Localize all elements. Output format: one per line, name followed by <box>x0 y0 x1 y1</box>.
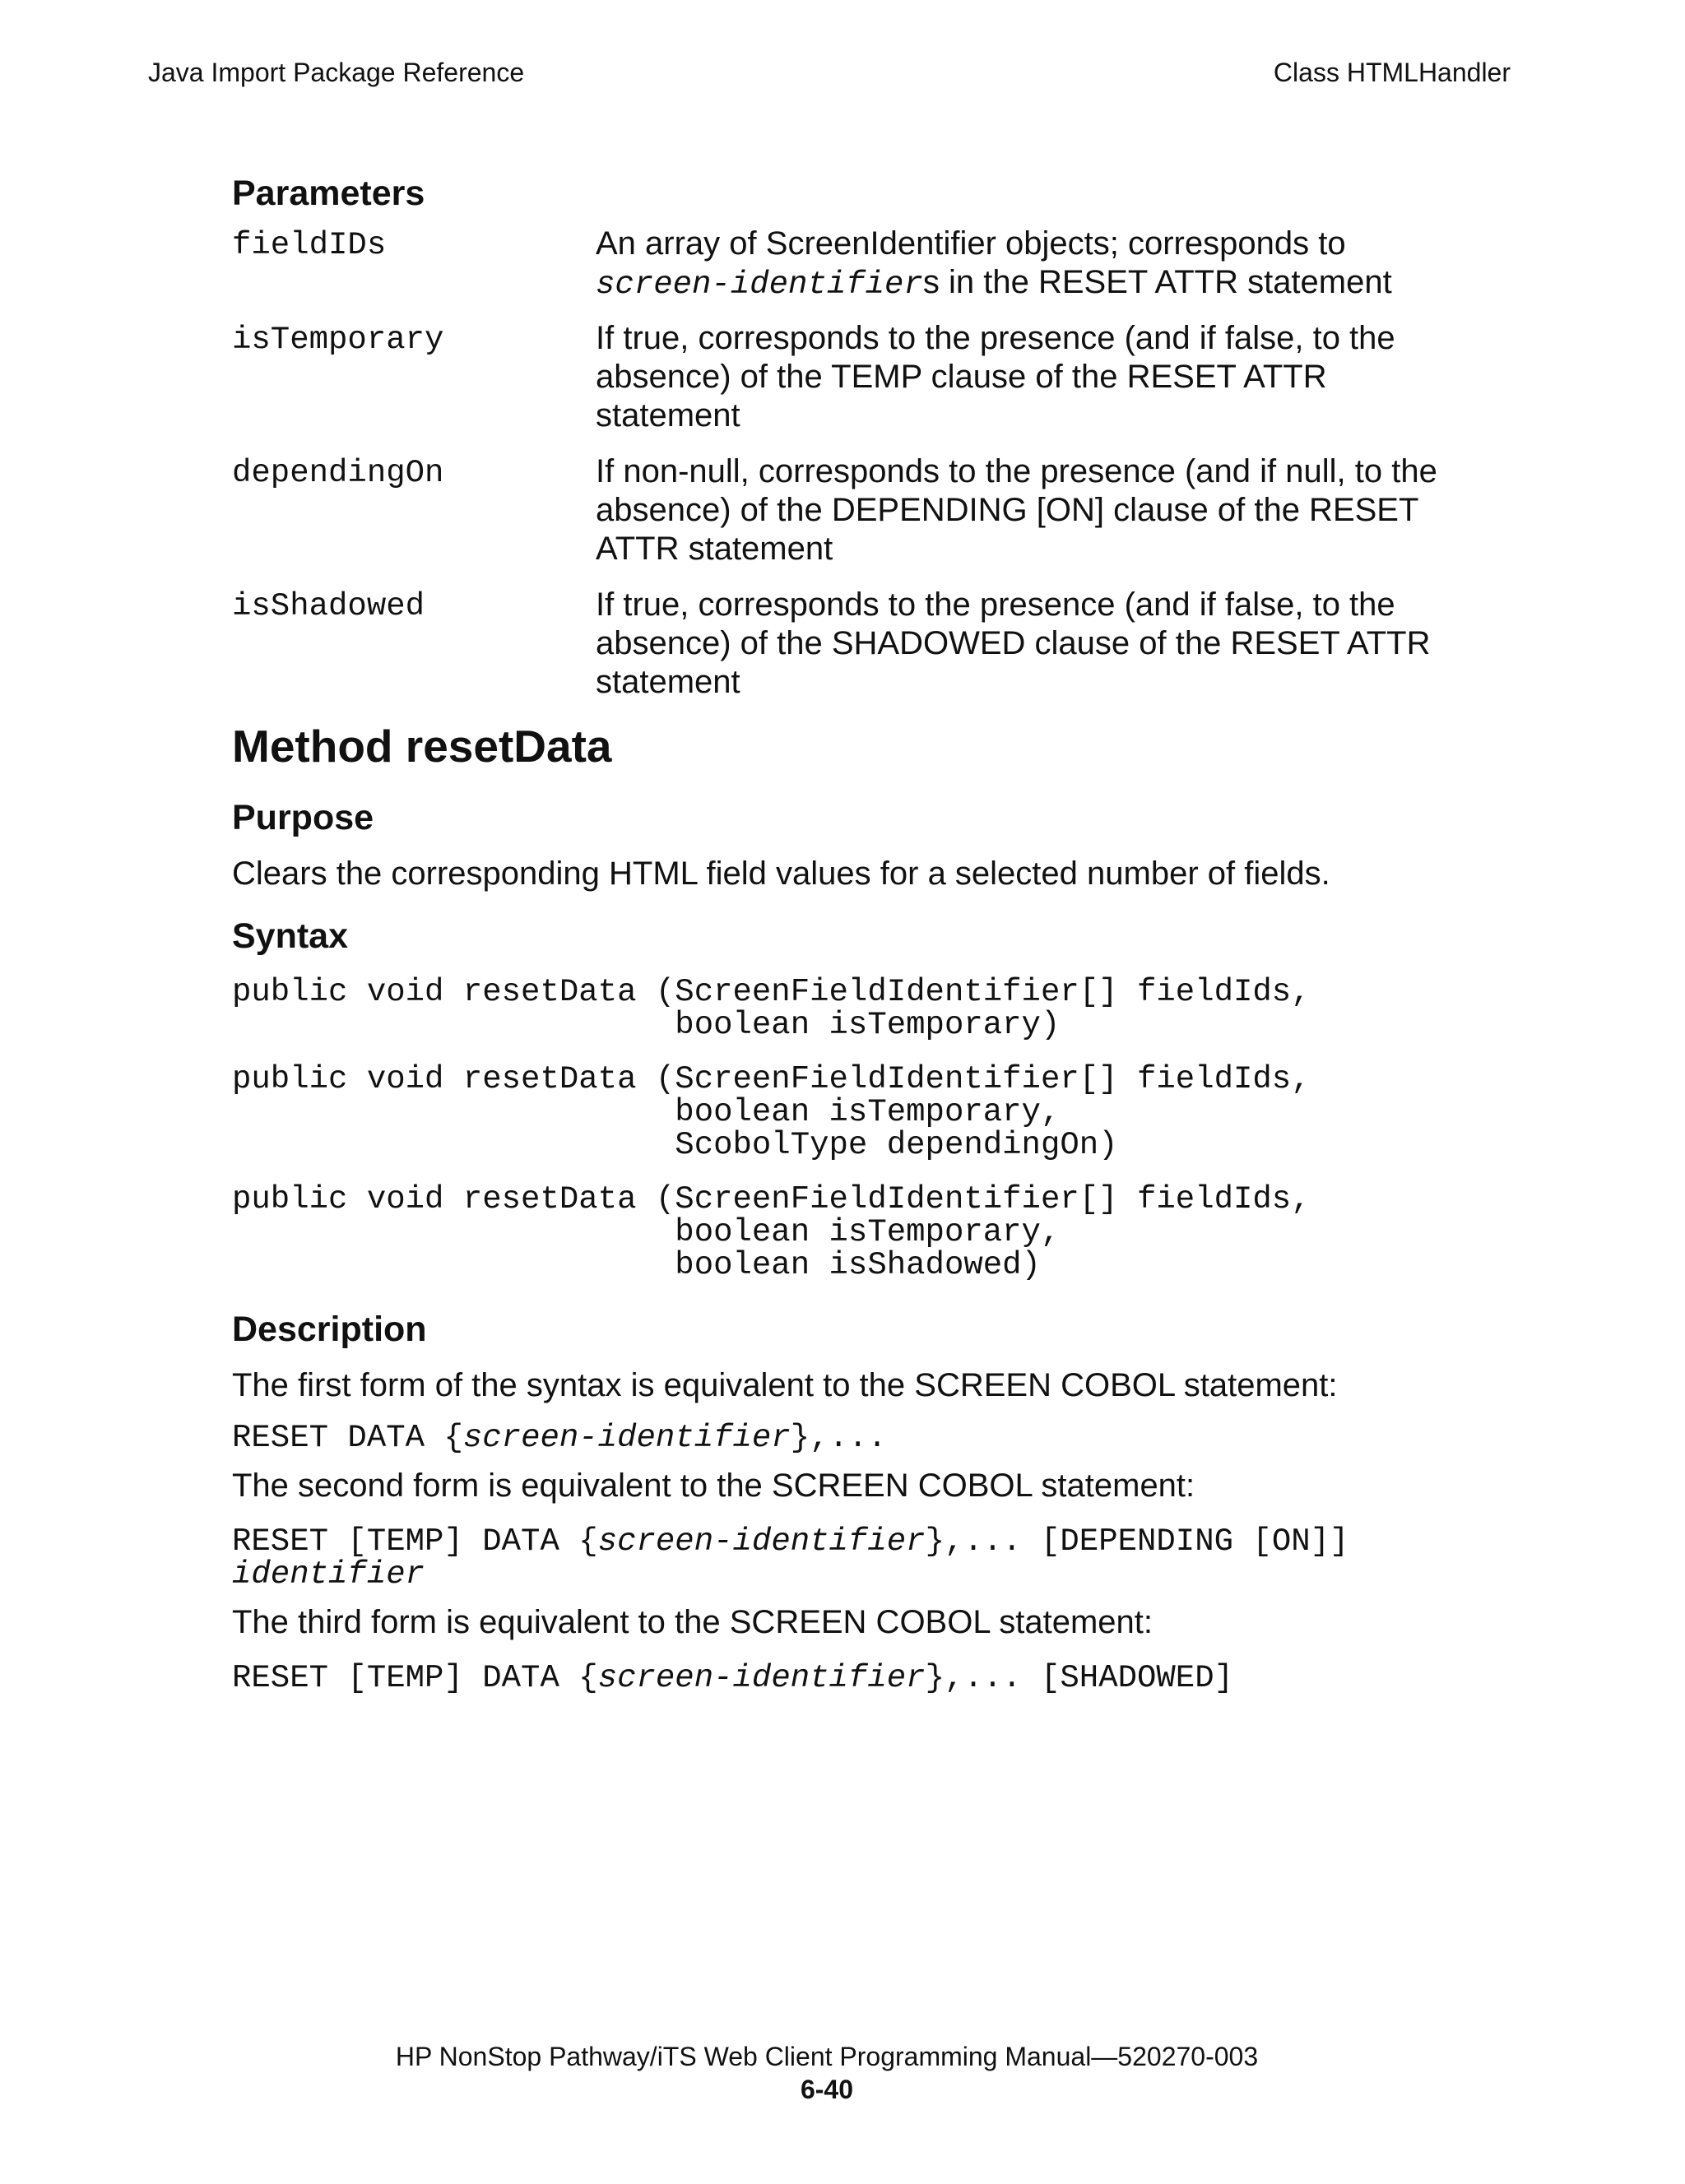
description-form2-text: The second form is equivalent to the SCREEN COBOL statement: <box>232 1468 1195 1504</box>
param-description: If true, corresponds to the presence (and if false, to the absence) of the TEMP clause of the RESET ATTR statement <box>596 320 1395 434</box>
description-form3-code: RESET [TEMP] DATA {screen-identifier},... [SHADOWED] <box>232 1660 1234 1696</box>
param-name: dependingOn <box>232 455 444 491</box>
header-left-title: Java Import Package Reference <box>148 58 525 87</box>
purpose-text: Clears the corresponding HTML field values for a selected number of fields. <box>232 856 1330 892</box>
param-desc-code: screen-identifier <box>596 267 923 303</box>
description-form2-code: RESET [TEMP] DATA {screen-identifier},... [DEPENDING [ON]] identifier <box>232 1523 1349 1593</box>
purpose-heading: Purpose <box>232 798 374 837</box>
description-heading: Description <box>232 1310 427 1349</box>
param-name: isTemporary <box>232 322 444 358</box>
description-form1-text: The first form of the syntax is equivalent to the SCREEN COBOL statement: <box>232 1367 1338 1403</box>
param-description: If non-null, corresponds to the presence (and if null, to the absence) of the DEPENDING [ON] clause of the RESET ATTR statement <box>596 453 1437 567</box>
footer-manual-title: HP NonStop Pathway/iTS Web Client Programming Manual—520270-003 <box>395 2042 1259 2071</box>
param-desc-text: An array of ScreenIdentifier objects; corresponds to <box>596 225 1346 262</box>
syntax-code-1: public void resetData (ScreenFieldIdentifier[] fieldIds, boolean isTemporary) <box>232 974 1311 1043</box>
param-description <box>596 225 1548 304</box>
method-title: Method resetData <box>232 721 612 772</box>
page-footer <box>0 2040 1654 2106</box>
running-header <box>148 58 1511 90</box>
description-form3-text: The third form is equivalent to the SCREEN COBOL statement: <box>232 1604 1153 1640</box>
param-name: isShadowed <box>232 588 425 624</box>
header-right-title: Class HTMLHandler <box>1273 58 1511 87</box>
parameters-heading: Parameters <box>232 174 425 213</box>
parameters-list <box>232 225 1548 717</box>
param-row-fieldids <box>232 225 1548 319</box>
param-row-dependingon <box>232 452 1548 586</box>
description-form1-code: RESET DATA {screen-identifier},... <box>232 1420 887 1456</box>
page-content <box>232 169 1548 1695</box>
syntax-code-3: public void resetData (ScreenFieldIdentifier[] fieldIds, boolean isTemporary, boolean isShadowed) <box>232 1181 1311 1283</box>
param-desc-text-suffix: s in the RESET ATTR statement <box>922 264 1392 300</box>
param-row-isshadowed <box>232 586 1548 717</box>
param-name: fieldIDs <box>232 227 387 263</box>
param-row-istemporary <box>232 319 1548 452</box>
page-number: 6-40 <box>800 2075 854 2104</box>
param-description: If true, corresponds to the presence (and if false, to the absence) of the SHADOWED clause of the RESET ATTR statement <box>596 587 1431 700</box>
syntax-heading: Syntax <box>232 916 349 956</box>
syntax-code-2: public void resetData (ScreenFieldIdentifier[] fieldIds, boolean isTemporary, ScobolType dependingOn) <box>232 1061 1311 1163</box>
